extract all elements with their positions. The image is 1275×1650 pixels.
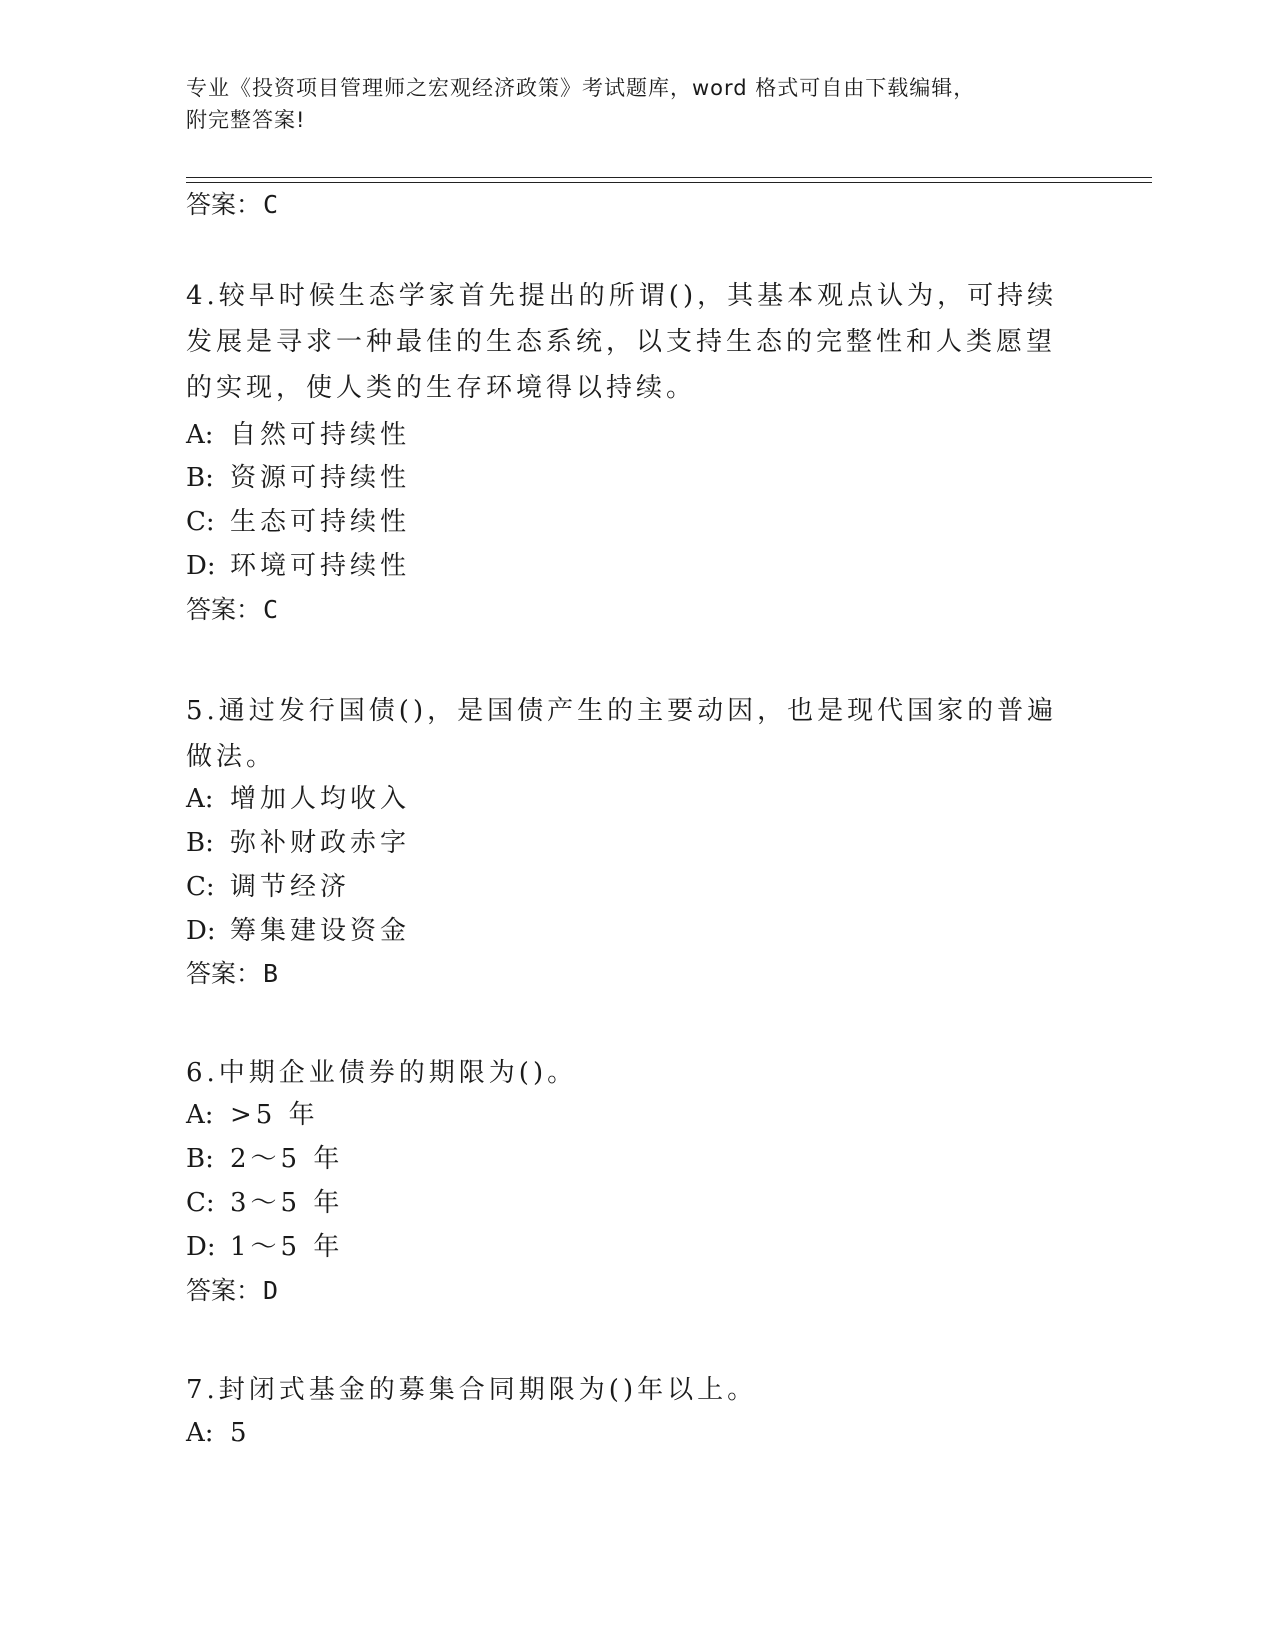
question-6-answer: 答案：D	[186, 1276, 279, 1305]
question-4-option-b: B: 资源可持续性	[186, 463, 411, 493]
question-5-option-b: B: 弥补财政赤字	[186, 828, 411, 858]
question-5-answer: 答案：B	[186, 959, 279, 988]
question-4-answer: 答案：C	[186, 595, 279, 624]
question-6-option-d: D: 1～5 年	[186, 1232, 344, 1262]
question-5-option-c: C: 调节经济	[186, 872, 351, 902]
header-divider-top	[186, 177, 1152, 178]
question-5-option-a: A: 增加人均收入	[186, 784, 411, 814]
header-line-2: 附完整答案!	[186, 108, 306, 132]
question-6-stem: 6.中期企业债券的期限为()。	[186, 1058, 578, 1088]
question-5-option-d: D: 筹集建设资金	[186, 916, 411, 946]
question-5-stem: 5.通过发行国债()，是国债产生的主要动因，也是现代国家的普遍做法。	[186, 696, 1058, 772]
question-6-option-c: C: 3～5 年	[186, 1188, 344, 1218]
document-header	[186, 72, 1066, 136]
question-4-option-a: A: 自然可持续性	[186, 420, 411, 450]
question-4-stem: 4.较早时候生态学家首先提出的所谓()，其基本观点认为，可持续发展是寻求一种最佳的生态系统，以支持生态的完整性和人类愿望的实现，使人类的生存环境得以持续。	[186, 281, 1058, 403]
question-6-option-b: B: 2～5 年	[186, 1144, 344, 1174]
question-7-option-a: A: 5	[186, 1418, 251, 1448]
question-7-stem: 7.封闭式基金的募集合同期限为()年以上。	[186, 1375, 758, 1405]
question-6-option-a: A: >5 年	[186, 1100, 319, 1130]
header-divider-bottom	[186, 182, 1152, 183]
header-line-1: 专业《投资项目管理师之宏观经济政策》考试题库，word 格式可自由下载编辑，	[186, 76, 976, 100]
question-4-option-c: C: 生态可持续性	[186, 507, 411, 537]
question-4-option-d: D: 环境可持续性	[186, 551, 411, 581]
answer-line: 答案：C	[186, 190, 279, 219]
